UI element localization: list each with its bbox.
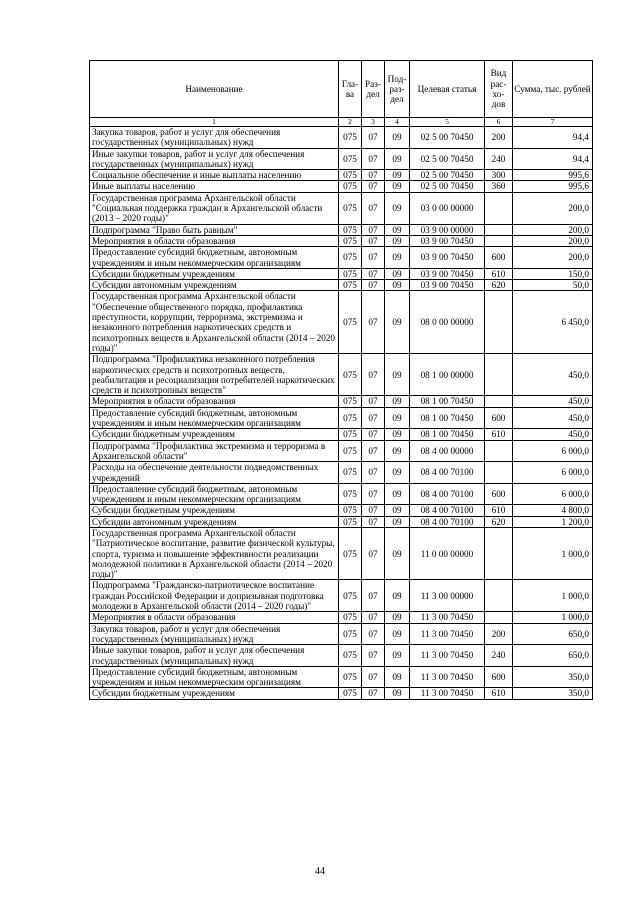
cell-expense-type: 600 [485,247,513,269]
cell-glava: 075 [339,666,362,688]
cell-sum: 995,6 [513,170,593,181]
cell-podrazdel: 09 [385,280,410,291]
cell-glava: 075 [339,192,362,224]
cell-expense-type: 600 [485,483,513,505]
cell-name: Иные выплаты населению [90,181,339,192]
cell-target-article: 08 1 00 00000 [410,354,485,396]
cell-podrazdel: 09 [385,247,410,269]
cell-sum: 995,6 [513,181,593,192]
cell-podrazdel: 09 [385,224,410,235]
cell-expense-type: 600 [485,666,513,688]
cell-sum: 50,0 [513,280,593,291]
cell-razdel: 07 [362,407,385,429]
cell-podrazdel: 09 [385,354,410,396]
cell-expense-type: 620 [485,280,513,291]
cell-glava: 075 [339,170,362,181]
cell-podrazdel: 09 [385,407,410,429]
cell-expense-type [485,235,513,246]
cell-podrazdel: 09 [385,192,410,224]
page-number: 44 [315,866,325,877]
header-glava: Гла-ва [339,61,362,118]
cell-glava: 075 [339,505,362,516]
table-row [90,505,593,516]
header-target-article: Целевая статья [410,61,485,118]
cell-glava: 075 [339,645,362,667]
cell-razdel: 07 [362,483,385,505]
cell-sum: 200,0 [513,247,593,269]
cell-sum: 94,4 [513,127,593,149]
cell-target-article: 08 1 00 70450 [410,429,485,440]
cell-sum: 350,0 [513,688,593,699]
header-podrazdel: Под-раз-дел [385,61,410,118]
cell-expense-type [485,612,513,623]
cell-name: Мероприятия в области образования [90,235,339,246]
cell-expense-type: 200 [485,127,513,149]
cell-razdel: 07 [362,247,385,269]
cell-expense-type: 620 [485,516,513,527]
cell-podrazdel: 09 [385,440,410,462]
cell-sum: 6 450,0 [513,291,593,354]
column-number: 6 [485,118,513,127]
cell-name: Подпрограмма "Гражданско-патриотическое воспитание граждан Российской Федерации и допризывная подготовка молодежи в Архангельской области (2014 – 2020 годы)" [90,580,339,612]
cell-razdel: 07 [362,505,385,516]
table-row [90,192,593,224]
table-row [90,235,593,246]
cell-razdel: 07 [362,580,385,612]
cell-razdel: 07 [362,666,385,688]
cell-sum: 350,0 [513,666,593,688]
cell-target-article: 03 0 00 00000 [410,192,485,224]
cell-name: Мероприятия в области образования [90,612,339,623]
cell-podrazdel: 09 [385,148,410,170]
cell-expense-type: 300 [485,170,513,181]
cell-podrazdel: 09 [385,235,410,246]
cell-name: Государственная программа Архангельской области "Социальная поддержка граждан в Архангельской области (2013 – 2020 годы)" [90,192,339,224]
cell-sum: 650,0 [513,623,593,645]
table-row [90,127,593,149]
cell-sum: 1 200,0 [513,516,593,527]
cell-target-article: 03 9 00 70450 [410,247,485,269]
table-row [90,516,593,527]
cell-glava: 075 [339,429,362,440]
cell-razdel: 07 [362,268,385,279]
cell-glava: 075 [339,623,362,645]
cell-sum: 4 800,0 [513,505,593,516]
cell-name: Субсидии бюджетным учреждениям [90,268,339,279]
table-row [90,527,593,579]
cell-name: Государственная программа Архангельской области "Патриотическое воспитание, развитие физической культуры, спорта, туризма и повышение эффективности реализации молодежной политики в Архангельской области (2014 – 2020 годы)" [90,527,339,579]
cell-glava: 075 [339,516,362,527]
cell-glava: 075 [339,688,362,699]
cell-expense-type: 610 [485,688,513,699]
cell-glava: 075 [339,440,362,462]
cell-target-article: 03 9 00 70450 [410,280,485,291]
cell-expense-type: 240 [485,645,513,667]
cell-razdel: 07 [362,192,385,224]
cell-razdel: 07 [362,462,385,484]
table-row [90,407,593,429]
cell-target-article: 03 9 00 00000 [410,224,485,235]
cell-razdel: 07 [362,612,385,623]
cell-sum: 200,0 [513,192,593,224]
cell-razdel: 07 [362,170,385,181]
cell-name: Субсидии автономным учреждениям [90,280,339,291]
cell-razdel: 07 [362,148,385,170]
cell-podrazdel: 09 [385,666,410,688]
cell-podrazdel: 09 [385,580,410,612]
header-row [90,61,593,118]
cell-sum: 450,0 [513,407,593,429]
header-sum: Сумма, тыс. рублей [513,61,593,118]
cell-expense-type: 200 [485,623,513,645]
table-row [90,280,593,291]
cell-target-article: 02 5 00 70450 [410,181,485,192]
column-number: 5 [410,118,485,127]
column-number: 2 [339,118,362,127]
table-row [90,645,593,667]
cell-podrazdel: 09 [385,527,410,579]
cell-expense-type: 610 [485,505,513,516]
cell-expense-type [485,354,513,396]
cell-target-article: 11 3 00 00000 [410,580,485,612]
cell-podrazdel: 09 [385,462,410,484]
column-number: 1 [90,118,339,127]
cell-podrazdel: 09 [385,268,410,279]
table-row [90,580,593,612]
cell-podrazdel: 09 [385,127,410,149]
cell-razdel: 07 [362,429,385,440]
cell-target-article: 02 5 00 70450 [410,148,485,170]
budget-table [89,60,593,700]
cell-name: Предоставление субсидий бюджетным, автономным учреждениям и иным некоммерческим организациям [90,666,339,688]
cell-sum: 1 000,0 [513,612,593,623]
cell-sum: 450,0 [513,354,593,396]
cell-expense-type: 240 [485,148,513,170]
cell-razdel: 07 [362,280,385,291]
cell-sum: 650,0 [513,645,593,667]
cell-target-article: 08 4 00 70100 [410,516,485,527]
cell-glava: 075 [339,483,362,505]
cell-podrazdel: 09 [385,516,410,527]
cell-sum: 6 000,0 [513,462,593,484]
cell-name: Субсидии бюджетным учреждениям [90,505,339,516]
cell-target-article: 08 4 00 00000 [410,440,485,462]
cell-podrazdel: 09 [385,291,410,354]
cell-razdel: 07 [362,396,385,407]
table-row [90,268,593,279]
cell-podrazdel: 09 [385,181,410,192]
cell-name: Государственная программа Архангельской области "Обеспечение общественного порядка, профилактика преступности, коррупции, терроризма, экстремизма и незаконного потребления наркотических средств и психотропных веществ в Архангельской области (2014 – 2020 годы)" [90,291,339,354]
table-row [90,181,593,192]
cell-glava: 075 [339,224,362,235]
table-row [90,291,593,354]
table-row [90,247,593,269]
table-row [90,429,593,440]
cell-target-article: 02 5 00 70450 [410,127,485,149]
cell-sum: 94,4 [513,148,593,170]
cell-expense-type [485,291,513,354]
cell-sum: 6 000,0 [513,440,593,462]
cell-target-article: 03 9 00 70450 [410,235,485,246]
cell-expense-type: 610 [485,429,513,440]
table-row [90,396,593,407]
cell-expense-type [485,396,513,407]
cell-glava: 075 [339,235,362,246]
cell-target-article: 03 9 00 70450 [410,268,485,279]
cell-target-article: 08 4 00 70100 [410,505,485,516]
cell-podrazdel: 09 [385,170,410,181]
cell-razdel: 07 [362,516,385,527]
cell-name: Социальное обеспечение и иные выплаты населению [90,170,339,181]
table-row [90,354,593,396]
cell-expense-type: 600 [485,407,513,429]
cell-sum: 1 000,0 [513,527,593,579]
cell-name: Расходы на обеспечение деятельности подведомственных учреждений [90,462,339,484]
cell-glava: 075 [339,148,362,170]
cell-name: Закупка товаров, работ и услуг для обеспечения государственных (муниципальных) нужд [90,127,339,149]
table-row [90,170,593,181]
cell-name: Субсидии автономным учреждениям [90,516,339,527]
cell-razdel: 07 [362,235,385,246]
cell-target-article: 11 3 00 70450 [410,666,485,688]
cell-glava: 075 [339,354,362,396]
cell-expense-type [485,527,513,579]
cell-podrazdel: 09 [385,429,410,440]
cell-target-article: 08 4 00 70100 [410,483,485,505]
cell-razdel: 07 [362,688,385,699]
cell-target-article: 08 1 00 70450 [410,407,485,429]
cell-sum: 200,0 [513,224,593,235]
cell-razdel: 07 [362,181,385,192]
cell-name: Предоставление субсидий бюджетным, автономным учреждениям и иным некоммерческим организациям [90,407,339,429]
column-number: 3 [362,118,385,127]
cell-razdel: 07 [362,440,385,462]
cell-target-article: 02 5 00 70450 [410,170,485,181]
cell-sum: 6 000,0 [513,483,593,505]
cell-podrazdel: 09 [385,645,410,667]
cell-sum: 150,0 [513,268,593,279]
cell-expense-type: 610 [485,268,513,279]
cell-glava: 075 [339,580,362,612]
cell-target-article: 11 3 00 70450 [410,623,485,645]
cell-glava: 075 [339,181,362,192]
cell-glava: 075 [339,127,362,149]
cell-glava: 075 [339,268,362,279]
cell-target-article: 11 3 00 70450 [410,688,485,699]
cell-razdel: 07 [362,623,385,645]
header-name: Наименование [90,61,339,118]
cell-razdel: 07 [362,224,385,235]
table-row [90,688,593,699]
cell-target-article: 11 3 00 70450 [410,645,485,667]
cell-sum: 1 000,0 [513,580,593,612]
cell-glava: 075 [339,612,362,623]
cell-expense-type [485,580,513,612]
cell-glava: 075 [339,462,362,484]
cell-sum: 450,0 [513,429,593,440]
cell-target-article: 08 1 00 70450 [410,396,485,407]
column-number: 4 [385,118,410,127]
header-razdel: Раз-дел [362,61,385,118]
cell-razdel: 07 [362,127,385,149]
cell-razdel: 07 [362,354,385,396]
table-row [90,462,593,484]
table-row [90,224,593,235]
table-row [90,483,593,505]
cell-razdel: 07 [362,291,385,354]
cell-expense-type [485,192,513,224]
cell-glava: 075 [339,280,362,291]
cell-glava: 075 [339,407,362,429]
cell-name: Предоставление субсидий бюджетным, автономным учреждениям и иным некоммерческим организациям [90,483,339,505]
cell-name: Субсидии бюджетным учреждениям [90,688,339,699]
cell-name: Подпрограмма "Профилактика незаконного потребления наркотических средств и психотропных веществ, реабилитация и ресоциализация потребителей наркотических средств и психотропных веществ" [90,354,339,396]
cell-podrazdel: 09 [385,612,410,623]
cell-expense-type: 360 [485,181,513,192]
table-row [90,612,593,623]
cell-podrazdel: 09 [385,483,410,505]
table-row [90,148,593,170]
cell-razdel: 07 [362,645,385,667]
table-body [90,127,593,700]
cell-target-article: 08 0 00 00000 [410,291,485,354]
cell-sum: 450,0 [513,396,593,407]
cell-glava: 075 [339,247,362,269]
cell-podrazdel: 09 [385,505,410,516]
cell-expense-type [485,224,513,235]
cell-name: Субсидии бюджетным учреждениям [90,429,339,440]
table-row [90,623,593,645]
cell-expense-type [485,440,513,462]
cell-podrazdel: 09 [385,396,410,407]
cell-sum: 200,0 [513,235,593,246]
cell-glava: 075 [339,396,362,407]
cell-glava: 075 [339,291,362,354]
cell-name: Подпрограмма "Право быть равным" [90,224,339,235]
cell-razdel: 07 [362,527,385,579]
column-number-row [90,118,593,127]
cell-name: Закупка товаров, работ и услуг для обеспечения государственных (муниципальных) нужд [90,623,339,645]
cell-name: Предоставление субсидий бюджетным, автономным учреждениям и иным некоммерческим организациям [90,247,339,269]
cell-name: Иные закупки товаров, работ и услуг для обеспечения государственных (муниципальных) нужд [90,645,339,667]
column-number: 7 [513,118,593,127]
cell-expense-type [485,462,513,484]
cell-target-article: 11 0 00 00000 [410,527,485,579]
cell-podrazdel: 09 [385,688,410,699]
cell-target-article: 08 4 00 70100 [410,462,485,484]
cell-podrazdel: 09 [385,623,410,645]
cell-target-article: 11 3 00 70450 [410,612,485,623]
table-row [90,440,593,462]
cell-name: Подпрограмма "Профилактика экстремизма и терроризма в Архангельской области" [90,440,339,462]
header-expense-type: Вид рас-хо-дов [485,61,513,118]
table-row [90,666,593,688]
cell-glava: 075 [339,527,362,579]
cell-name: Иные закупки товаров, работ и услуг для обеспечения государственных (муниципальных) нужд [90,148,339,170]
cell-name: Мероприятия в области образования [90,396,339,407]
